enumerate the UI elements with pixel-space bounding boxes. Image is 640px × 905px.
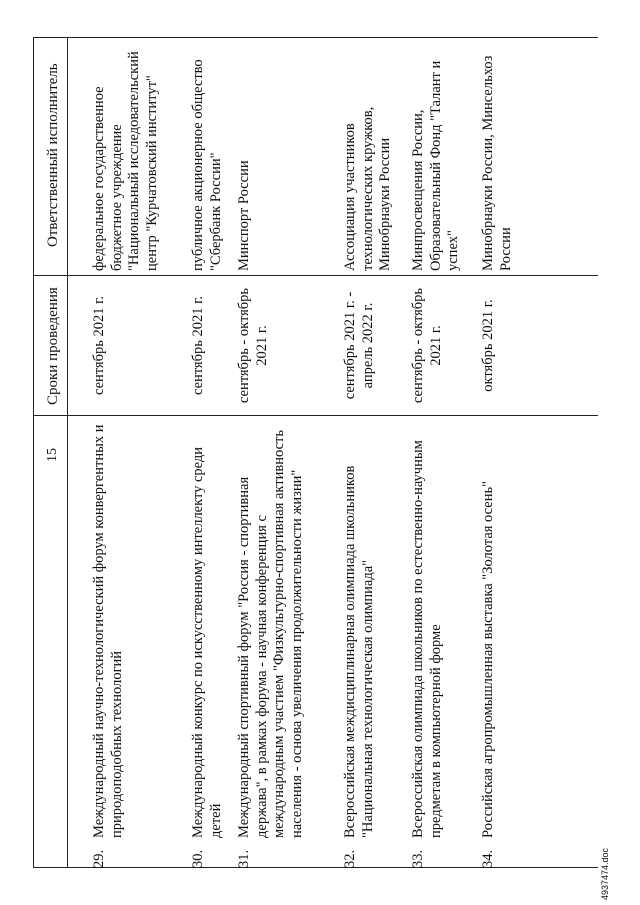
table-divider-dates xyxy=(33,415,598,416)
row-event: Международный научно-технологический форум конвергентных и природоподобных технологий xyxy=(91,424,125,838)
header-dates: Сроки проведения xyxy=(45,287,61,405)
row-executor: Минспорт России xyxy=(236,160,252,271)
row-executor: публичное акционерное общество "Сбербанк России" xyxy=(190,59,224,271)
table-top-border xyxy=(33,38,34,868)
document-footer: 4937474.doc xyxy=(600,847,610,900)
row-event: Международный спортивный форум "Россия - спортивная держава", в рамках форума - научная конференция с международным участием "Физкультурно-спортивная активность населения - основа увеличения продолжительности жизни" xyxy=(236,430,305,838)
row-number: 29. xyxy=(91,849,107,868)
row-number: 31. xyxy=(236,849,252,868)
row-dates: сентябрь - октябрь 2021 г. xyxy=(410,287,444,404)
row-number: 33. xyxy=(410,849,426,868)
row-dates: октябрь 2021 г. xyxy=(480,299,496,392)
row-dates: сентябрь - октябрь 2021 г. xyxy=(236,287,270,404)
table-header-border xyxy=(67,38,68,868)
row-number: 30. xyxy=(190,849,206,868)
table-divider-executor xyxy=(33,275,598,276)
row-executor: Минпросвещения России, Образовательный Фонд "Талант и успех" xyxy=(410,60,461,271)
row-executor: Ассоциация участников технологических кружков, Минобрнауки России xyxy=(342,106,393,271)
table-left-border xyxy=(33,867,598,868)
page-number: 15 xyxy=(45,448,60,462)
row-dates: сентябрь 2021 г. xyxy=(190,295,206,396)
row-number: 34. xyxy=(480,849,496,868)
row-event: Российская агропромышленная выставка "Золотая осень" xyxy=(480,480,496,838)
row-event: Всероссийская олимпиада школьников по естественно-научным предметам в компьютерной форме xyxy=(410,440,444,838)
row-dates: сентябрь 2021 г. - апрель 2022 г. xyxy=(342,291,376,400)
row-executor: федеральное государственное бюджетное учреждение "Национальный исследовательский центр "Курчатовский институт" xyxy=(91,51,160,271)
table-right-border xyxy=(33,37,598,38)
row-event: Всероссийская междисциплинарная олимпиада школьников "Национальная технологическая олимпиада" xyxy=(342,465,376,838)
row-number: 32. xyxy=(342,849,358,868)
header-executor: Ответственный исполнитель xyxy=(45,63,61,247)
row-dates: сентябрь 2021 г. xyxy=(91,295,107,396)
row-event: Международный конкурс по искусственному интеллекту среди детей xyxy=(190,446,224,838)
row-executor: Минобрнауки России, Минсельхоз России xyxy=(480,55,514,271)
